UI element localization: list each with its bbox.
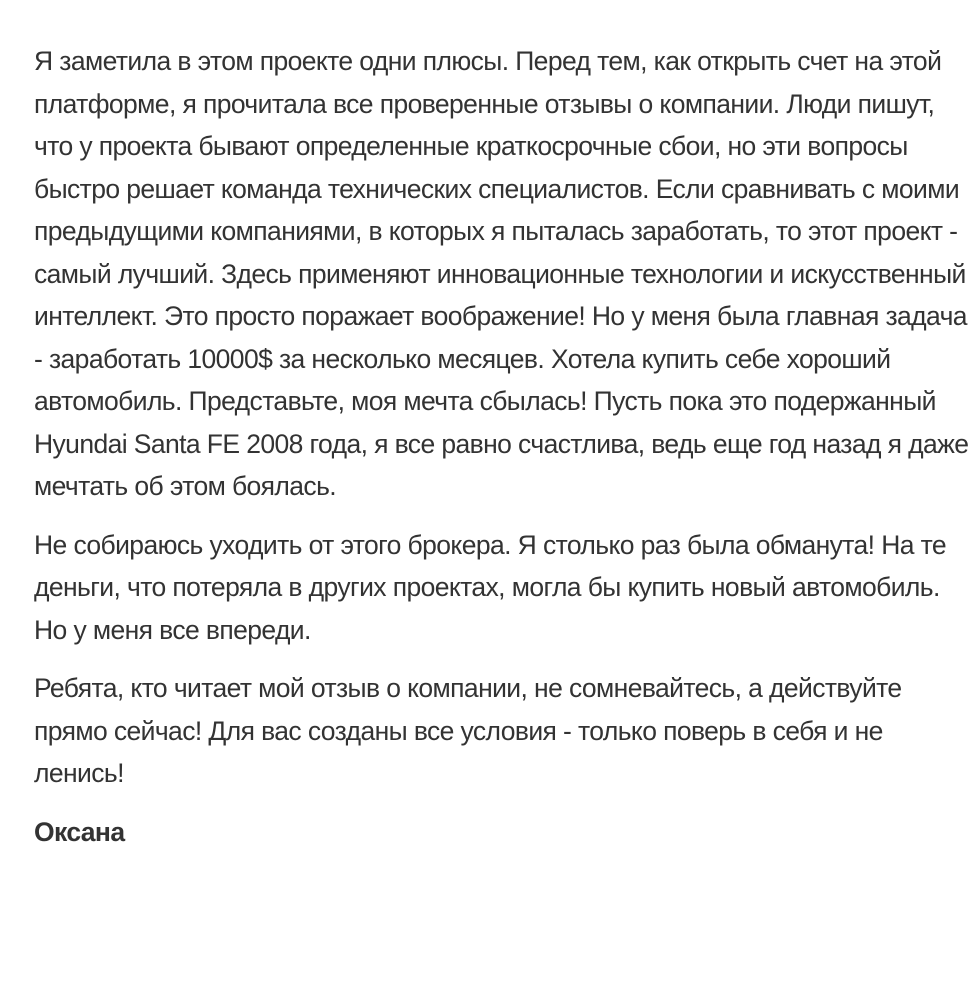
review-paragraph-2: Не собираюсь уходить от этого брокера. Я столько раз была обманута! На те деньги, что потеряла в других проектах, могла бы купить новый автомобиль. Но у меня все впереди.	[34, 529, 947, 645]
review-paragraph-3: Ребята, кто читает мой отзыв о компании, не сомневайтесь, а действуйте прямо сейчас! Для вас созданы все условия - только поверь в себя и не ленись!	[34, 673, 902, 788]
review-paragraph-1: Я заметила в этом проекте одни плюсы. Перед тем, как открыть счет на этой платформе, я прочитала все проверенные отзывы о компании. Люди пишут, что у проекта бывают определенные краткосрочные сбои, но эти вопросы быстро решает команда технических специалистов. Если сравнивать с моими предыдущими компаниями, в которых я пыталась заработать, то этот проект - самый лучший. Здесь применяют инновационные технологии и искусственный интеллект. Это просто поражает воображение! Но у меня была главная задача - заработать 10000$ за несколько месяцев. Хотела купить себе хороший автомобиль. Представьте, моя мечта сбылась! Пусть пока это подержанный Hyundai Santa FE 2008 года, я все равно счастлива, ведь еще год назад я даже мечтать об этом боялась.	[34, 46, 969, 501]
review-author: Оксана	[34, 816, 125, 847]
review-article	[34, 40, 969, 869]
